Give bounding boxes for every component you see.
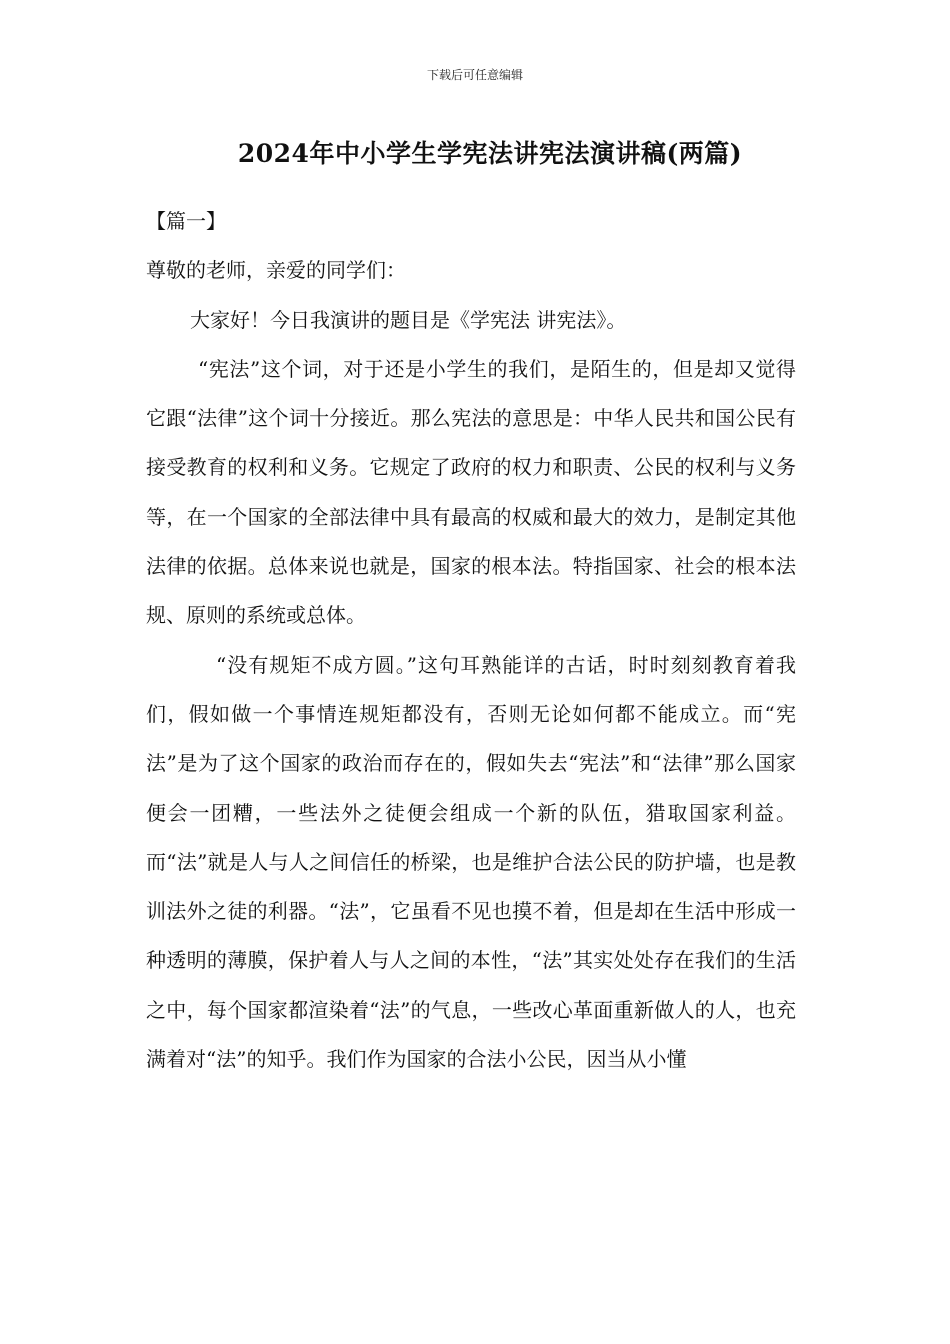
paragraph-constitution-meaning: “宪法”这个词，对于还是小学生的我们，是陌生的，但是却又觉得它跟“法律”这个词十分接近。那么宪法的意思是：中华人民共和国公民有接受教育的权利和义务。它规定了政府的权力和职责、公民的权利与义务等，在一个国家的全部法律中具有最高的权威和最大的效力，是制定其他法律的依据。总体来说也就是，国家的根本法。特指国家、社会的根本法规、原则的系统或总体。: [146, 356, 796, 628]
section-label: 【篇一】: [146, 209, 226, 233]
document-body: [146, 197, 796, 1084]
salutation: 尊敬的老师，亲爱的同学们：: [146, 258, 406, 283]
paragraph-rules: “没有规矩不成方圆。”这句耳熟能详的古话，时时刻刻教育着我们，假如做一个事情连规矩都没有，否则无论如何都不能成立。而“宪法”是为了这个国家的政治而存在的，假如失去“宪法”和“法律”那么国家便会一团糟，一些法外之徒便会组成一个新的队伍，猎取国家利益。而“法”就是人与人之间信任的桥梁，也是维护合法公民的防护墙，也是教训法外之徒的利器。“法”，它虽看不见也摸不着，但是却在生活中形成一种透明的薄膜，保护着人与人之间的本性，“法”其实处处存在我们的生活之中，每个国家都渲染着“法”的气息，一些改心革面重新做人的人，也充满着对“法”的知乎。我们作为国家的合法小公民，因当从小懂: [146, 652, 796, 1072]
document-title: 2024年中小学生学宪法讲宪法演讲稿(两篇): [237, 139, 743, 168]
header-note: 下载后可任意编辑: [426, 68, 523, 82]
paragraph-intro: 大家好！今日我演讲的题目是《学宪法 讲宪法》。: [190, 307, 627, 332]
